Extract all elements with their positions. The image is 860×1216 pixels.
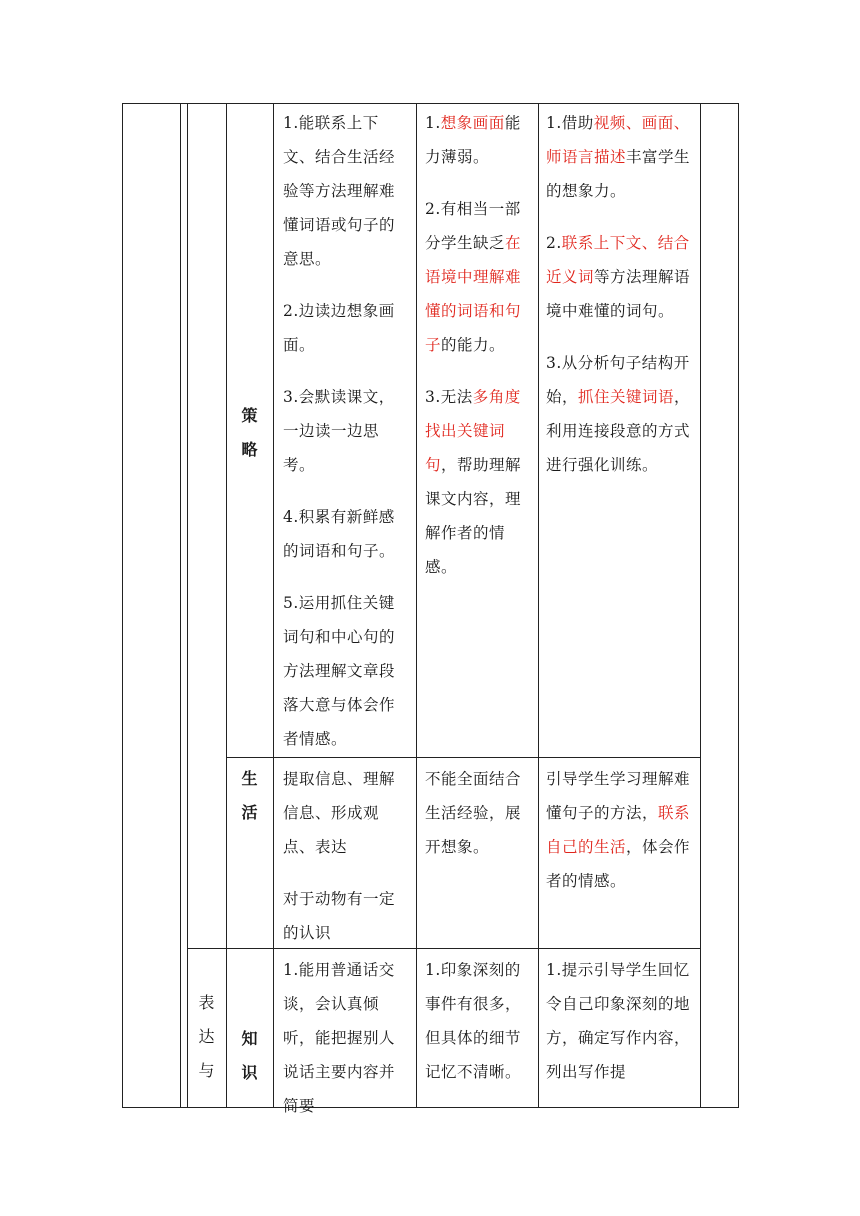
text-run: 1.借助 (546, 114, 594, 132)
text-run: 1. (425, 114, 441, 132)
paragraph (283, 106, 409, 276)
column-divider-6 (538, 103, 539, 1108)
life-row-label: 生 活 (241, 769, 258, 822)
text-run: ，体会作者的情感。 (546, 838, 691, 890)
paragraph (283, 586, 409, 756)
paragraph (283, 882, 409, 950)
paragraph (283, 500, 409, 568)
knowledge-group-label: 表 达 与 (198, 993, 215, 1080)
text-run: 2. (546, 234, 562, 252)
table-bottom-border (122, 1107, 738, 1108)
text-run: 不能全面结合生活经验，展开想象。 (425, 770, 522, 856)
text-run: 3.会默读课文，一边读一边思考。 (283, 388, 395, 474)
strategy-measures-cell (546, 106, 692, 482)
paragraph (546, 226, 692, 328)
knowledge-measures-cell (546, 953, 692, 1089)
paragraph (283, 953, 409, 1123)
paragraph (425, 762, 533, 864)
paragraph (546, 762, 692, 898)
table-top-border (122, 103, 738, 104)
paragraph (425, 953, 533, 1089)
paragraph (425, 192, 533, 362)
highlighted-text: 联系上下文、结合近义词 (546, 234, 690, 286)
column-divider-5 (416, 103, 417, 1108)
text-run: ，利用连接段意的方式进行强化训练。 (546, 388, 691, 474)
text-run: 对于动物有一定的认识 (283, 890, 396, 942)
knowledge-goals-cell (283, 953, 409, 1123)
table-right-border (738, 103, 739, 1108)
text-run: 能力薄弱。 (425, 114, 521, 166)
strategy-row-label: 策 略 (241, 406, 258, 459)
text-run: 1.提示引导学生回忆令自己印象深刻的地方，确定写作内容，列出写作提 (546, 961, 691, 1081)
column-divider-4 (273, 103, 274, 1108)
strategy-goals-cell (283, 106, 409, 756)
text-run: 引导学生学习理解难懂句子的方法， (546, 770, 691, 822)
text-run: 2.边读边想象画面。 (283, 302, 395, 354)
highlighted-text: 在语境中理解难懂的词语和句子 (425, 234, 522, 354)
text-run: 3.无法 (425, 388, 473, 406)
knowledge-problems-cell (425, 953, 533, 1089)
text-run: 1.能联系上下文、结合生活经验等方法理解难懂词语或句子的意思。 (283, 114, 396, 268)
column-divider-1 (180, 103, 181, 1108)
column-divider-2 (187, 103, 188, 1108)
highlighted-text: 想象画面 (440, 114, 505, 132)
column-divider-7 (700, 103, 701, 1108)
text-run: 3.从分析句子结构开始， (546, 354, 690, 406)
table-left-border (122, 103, 123, 1108)
paragraph (546, 106, 692, 208)
life-measures-cell (546, 762, 692, 898)
knowledge-row-label: 知 识 (241, 1029, 258, 1082)
highlighted-text: 联系自己的生活 (546, 804, 691, 856)
text-run: 的能力。 (441, 336, 506, 354)
text-run: 2.有相当一部分学生缺乏 (425, 200, 521, 252)
highlighted-text: 多角度找出关键词句 (425, 388, 521, 474)
text-run: 提取信息、理解信息、形成观点、表达 (283, 770, 396, 856)
life-goals-cell (283, 762, 409, 950)
paragraph (283, 294, 409, 362)
text-run: 丰富学生的想象力。 (546, 148, 691, 200)
paragraph (283, 380, 409, 482)
text-run: 等方法理解语境中难懂的词句。 (546, 268, 691, 320)
text-run: 5.运用抓住关键词句和中心句的方法理解文章段落大意与体会作者情感。 (283, 594, 396, 748)
text-run: 4.积累有新鲜感的词语和句子。 (283, 508, 396, 560)
paragraph (283, 762, 409, 864)
text-run: ，帮助理解课文内容，理解作者的情感。 (425, 456, 522, 576)
paragraph (546, 953, 692, 1089)
row-divider-strategy-life (226, 757, 700, 758)
text-run: 1.印象深刻的事件有很多，但具体的细节记忆不清晰。 (425, 961, 522, 1081)
column-divider-3 (226, 103, 227, 1108)
strategy-problems-cell (425, 106, 533, 584)
paragraph (546, 346, 692, 482)
paragraph (425, 106, 533, 174)
highlighted-text: 视频、画面、师语言描述 (546, 114, 690, 166)
row-divider-life-knowledge (187, 948, 700, 949)
text-run: 1.能用普通话交谈，会认真倾听，能把握别人说话主要内容并简要 (283, 961, 396, 1115)
paragraph (425, 380, 533, 584)
highlighted-text: 抓住关键词语 (578, 388, 675, 406)
life-problems-cell (425, 762, 533, 864)
